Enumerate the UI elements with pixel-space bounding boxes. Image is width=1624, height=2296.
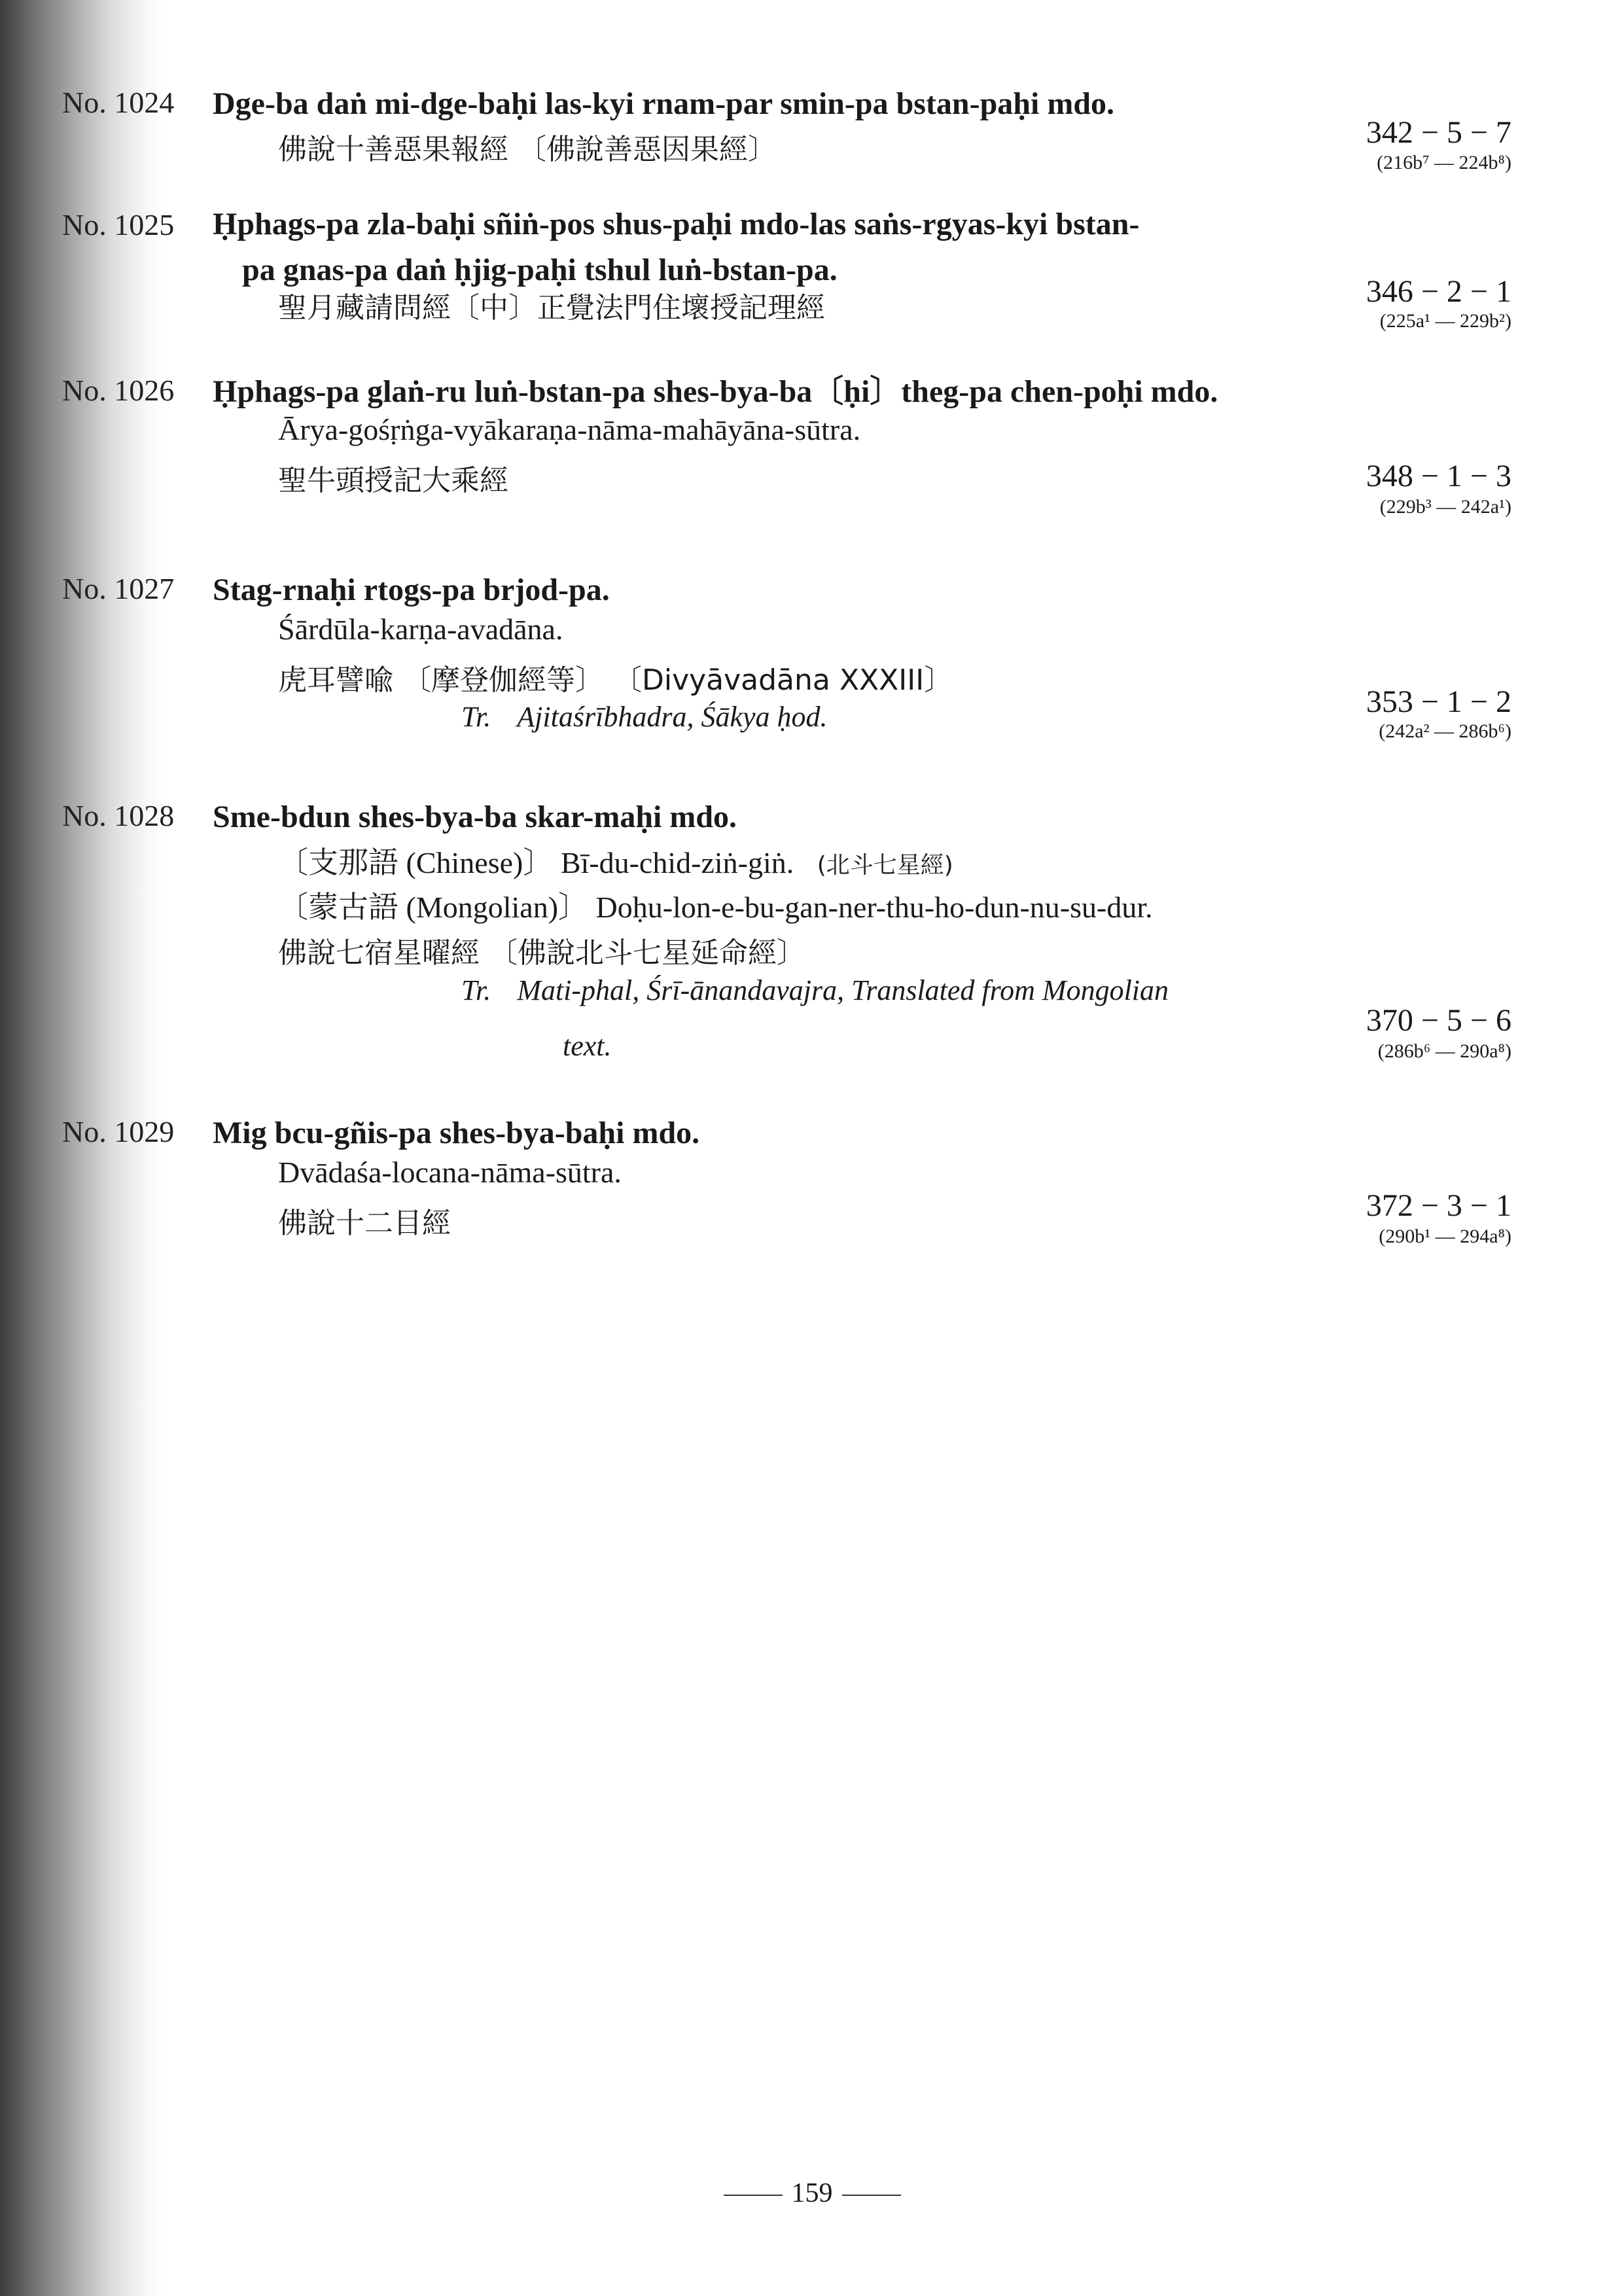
title-line: Sme-bdun shes-bya-ba skar-maḥi mdo. bbox=[213, 800, 737, 834]
chinese-title: 佛說十二目經 bbox=[278, 1207, 451, 1240]
chinese-transliteration-note: (北斗七星經) bbox=[817, 852, 953, 879]
sanskrit-title: Ārya-gośṛṅga-vyākaraṇa-nāma-mahāyāna-sūtra. bbox=[278, 413, 861, 446]
footer-rule-left bbox=[724, 2195, 783, 2196]
chinese-title: 虎耳譬喩 〔摩登伽經等〕 〔Divyāvadāna XXXIII〕 bbox=[278, 663, 953, 697]
title-line: Ḥphags-pa glaṅ-ru luṅ-bstan-pa shes-bya-ba〔ḥi〕theg-pa chen-poḥi mdo. bbox=[213, 374, 1218, 409]
sanskrit-title: Śārdūla-karṇa-avadāna. bbox=[278, 612, 563, 646]
title-line: Stag-rnaḥi rtogs-pa brjod-pa. bbox=[213, 573, 610, 607]
translator-names: Ajitaśrībhadra, Śākya ḥod. bbox=[517, 701, 828, 733]
folio-range: (242a² — 286b⁶) bbox=[1379, 720, 1511, 742]
reference-number: 372 − 3 − 1 bbox=[1366, 1188, 1511, 1223]
translator-continuation: text. bbox=[563, 1030, 612, 1062]
folio-range: (286b⁶ — 290a⁸) bbox=[1377, 1040, 1511, 1062]
footer-rule-right bbox=[842, 2195, 901, 2196]
sanskrit-title: Dvādaśa-locana-nāma-sūtra. bbox=[278, 1156, 622, 1189]
page-footer bbox=[714, 2178, 910, 2209]
entry-title bbox=[213, 202, 1338, 293]
entry-title bbox=[213, 567, 1338, 613]
title-line: Ḥphags-pa zla-baḥi sñiṅ-pos shus-paḥi mdo-las saṅs-rgyas-kyi bstan- bbox=[213, 207, 1140, 241]
reference-number: 346 − 2 − 1 bbox=[1366, 274, 1511, 309]
folio-range: (229b³ — 242a¹) bbox=[1379, 496, 1511, 518]
title-line: Mig bcu-gñis-pa shes-bya-baḥi mdo. bbox=[213, 1116, 700, 1150]
chinese-title: 聖月藏請問經〔中〕正覺法門住壞授記理經 bbox=[278, 291, 825, 325]
entry-title bbox=[213, 1110, 1338, 1156]
reference-number: 370 − 5 − 6 bbox=[1366, 1003, 1511, 1038]
entry-title bbox=[213, 81, 1338, 127]
entry-number: No. 1028 bbox=[62, 799, 175, 832]
title-line: pa gnas-pa daṅ ḥjig-paḥi tshul luṅ-bstan-pa. bbox=[242, 253, 838, 287]
entry-title bbox=[213, 369, 1338, 415]
entry-number: No. 1025 bbox=[62, 208, 175, 241]
chinese-title: 佛說七宿星曜經 〔佛說北斗七星延命經〕 bbox=[278, 936, 805, 970]
translator-label: Tr. bbox=[461, 701, 491, 733]
translator-names: Mati-phal, Śrī-ānandavajra, Translated from Mongolian bbox=[517, 974, 1169, 1006]
chinese-transliteration bbox=[278, 839, 953, 882]
reference-number: 342 − 5 − 7 bbox=[1366, 115, 1511, 150]
page-number: 159 bbox=[791, 2178, 833, 2208]
translator-line bbox=[461, 974, 1169, 1007]
mongolian-transliteration: 〔蒙古語 (Mongolian)〕 Doḥu-lon-e-bu-gan-ner-thu-ho-dun-nu-su-dur. bbox=[278, 891, 1153, 924]
translator-label: Tr. bbox=[461, 974, 491, 1006]
reference-number: 348 − 1 − 3 bbox=[1366, 459, 1511, 493]
folio-range: (290b¹ — 294a⁸) bbox=[1379, 1226, 1511, 1247]
chinese-title: 聖牛頭授記大乘經 bbox=[278, 464, 508, 497]
translator-line bbox=[461, 700, 828, 733]
folio-range: (216b⁷ — 224b⁸) bbox=[1377, 152, 1511, 173]
entry-number: No. 1024 bbox=[62, 86, 175, 119]
reference-number: 353 − 1 − 2 bbox=[1366, 684, 1511, 719]
title-line: Dge-ba daṅ mi-dge-baḥi las-kyi rnam-par smin-pa bstan-paḥi mdo. bbox=[213, 86, 1115, 121]
entry-number: No. 1026 bbox=[62, 374, 175, 407]
entry-number: No. 1027 bbox=[62, 572, 175, 605]
chinese-title: 佛說十善惡果報經 〔佛說善惡因果經〕 bbox=[278, 133, 777, 166]
entry-number: No. 1029 bbox=[62, 1115, 175, 1148]
folio-range: (225a¹ — 229b²) bbox=[1379, 310, 1511, 332]
entry-title bbox=[213, 794, 1338, 840]
chinese-transliteration-text: 〔支那語 (Chinese)〕 Bī-du-chid-ziṅ-giṅ. bbox=[278, 846, 794, 879]
